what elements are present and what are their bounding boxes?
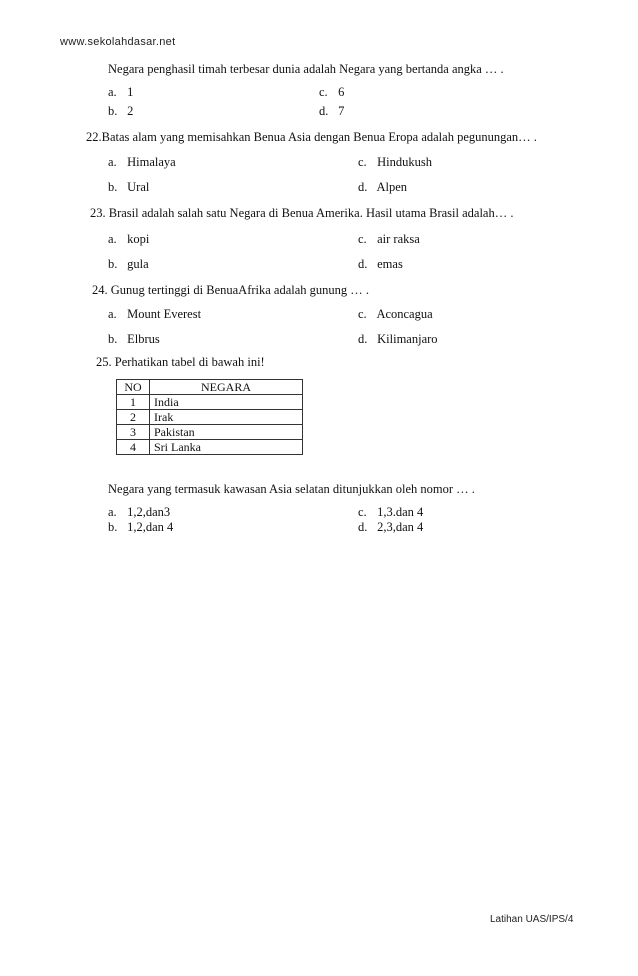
q22-option-a: a. Himalaya [108, 155, 176, 169]
table-cell-negara: Irak [150, 410, 303, 425]
question-21-text: Negara penghasil timah terbesar dunia adalah Negara yang bertanda angka … . [108, 62, 504, 76]
q22-option-d: d. Alpen [358, 180, 407, 194]
table-cell-no: 2 [117, 410, 150, 425]
q23-option-a: a. kopi [108, 232, 150, 246]
table-row [117, 425, 303, 440]
q25-option-a: a. 1,2,dan3 [108, 505, 171, 519]
q23-option-c: c. air raksa [358, 232, 420, 246]
table-cell-negara: India [150, 395, 303, 410]
question-22-text: 22.Batas alam yang memisahkan Benua Asia dengan Benua Eropa adalah pegunungan… . [86, 130, 537, 144]
q25-option-b: b. 1,2,dan 4 [108, 520, 174, 534]
table-row [117, 395, 303, 410]
q23-option-d: d. emas [358, 257, 403, 271]
q21-option-a: a. 1 [108, 85, 134, 99]
q25-option-d: d. 2,3,dan 4 [358, 520, 424, 534]
q21-option-d: d. 7 [319, 104, 345, 118]
table-cell-no: 1 [117, 395, 150, 410]
q25-option-c: c. 1,3.dan 4 [358, 505, 424, 519]
q24-option-d: d. Kilimanjaro [358, 332, 438, 346]
q22-option-b: b. Ural [108, 180, 150, 194]
q21-option-b: b. 2 [108, 104, 134, 118]
table-cell-negara: Sri Lanka [150, 440, 303, 455]
question-24-text: 24. Gunug tertinggi di BenuaAfrika adalah gunung … . [92, 283, 370, 297]
negara-table [116, 379, 303, 455]
table-cell-no: 3 [117, 425, 150, 440]
table-cell-negara: Pakistan [150, 425, 303, 440]
question-25-prompt: Negara yang termasuk kawasan Asia selatan ditunjukkan oleh nomor … . [108, 482, 475, 496]
table-header-no: NO [117, 380, 150, 395]
q23-option-b: b. gula [108, 257, 149, 271]
table-header-row [117, 380, 303, 395]
table-cell-no: 4 [117, 440, 150, 455]
q24-option-b: b. Elbrus [108, 332, 160, 346]
q24-option-c: c. Aconcagua [358, 307, 433, 321]
question-23-text: 23. Brasil adalah salah satu Negara di Benua Amerika. Hasil utama Brasil adalah… . [90, 206, 514, 220]
q24-option-a: a. Mount Everest [108, 307, 202, 321]
q22-option-c: c. Hindukush [358, 155, 432, 169]
site-url: www.sekolahdasar.net [60, 36, 176, 48]
page-footer: Latihan UAS/IPS/4 [490, 914, 574, 925]
table-row [117, 410, 303, 425]
question-25-text: 25. Perhatikan tabel di bawah ini! [96, 355, 265, 369]
table-row [117, 440, 303, 455]
table-header-negara: NEGARA [150, 380, 303, 395]
q21-option-c: c. 6 [319, 85, 345, 99]
